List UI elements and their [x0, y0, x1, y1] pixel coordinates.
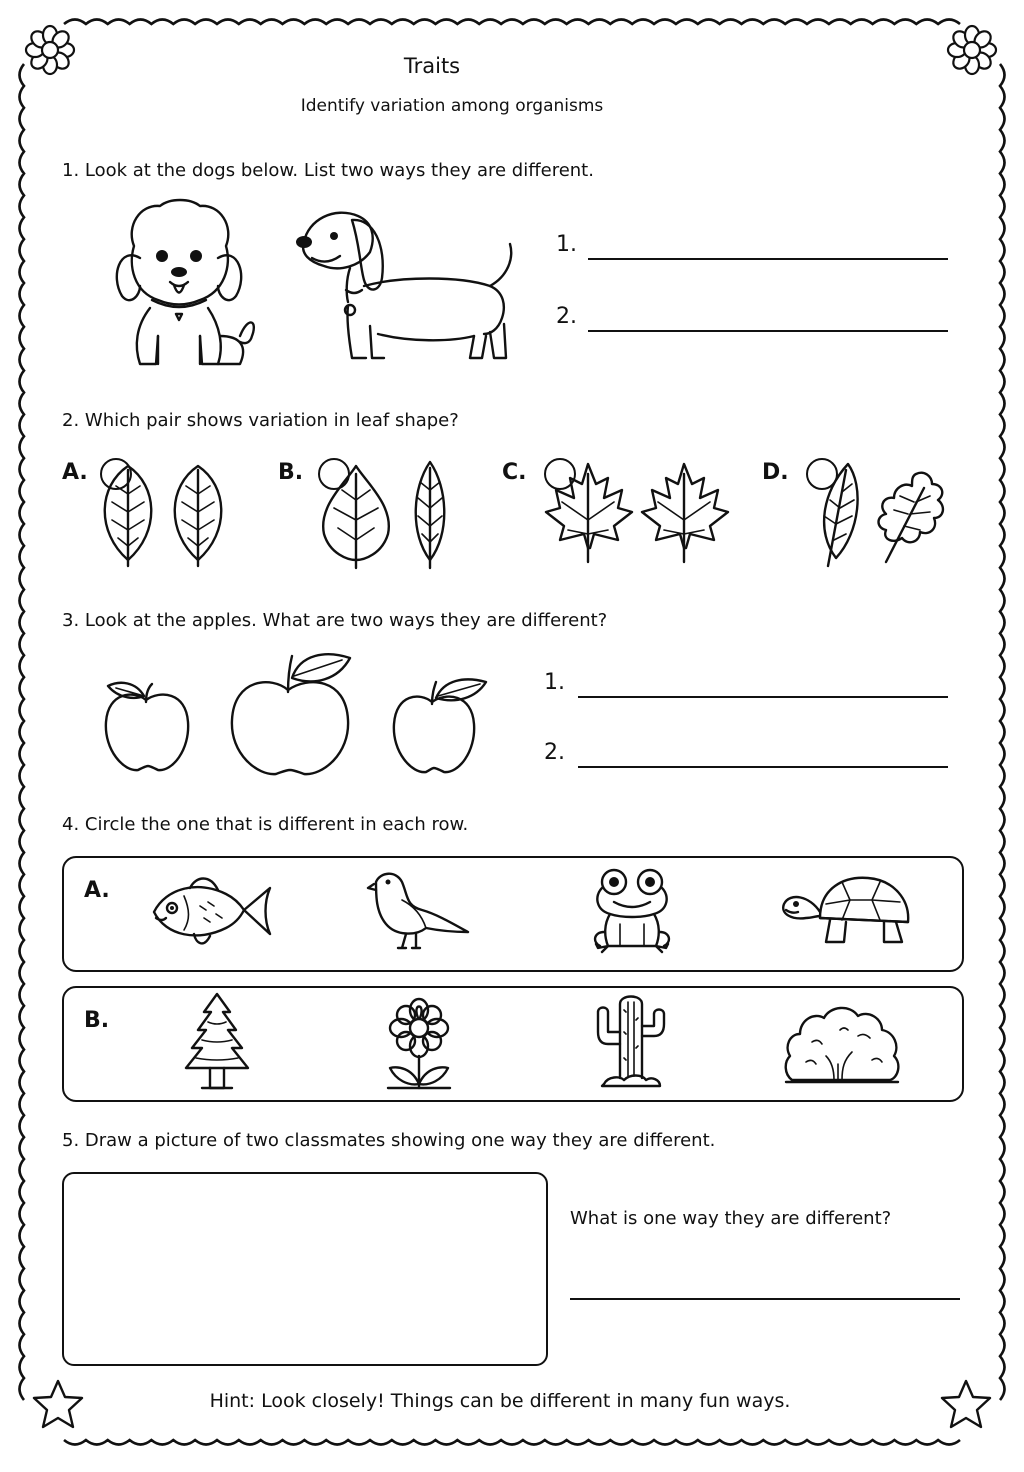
- question-5-follow-up: What is one way they are different?: [570, 1208, 892, 1229]
- q1-answer-line-2[interactable]: [588, 330, 948, 332]
- q3-blank-label: 1.: [544, 670, 565, 695]
- poodle-icon: [100, 196, 260, 371]
- bush-icon[interactable]: [782, 1000, 902, 1086]
- option-b-label: B.: [278, 460, 304, 485]
- q5-answer-line[interactable]: [570, 1298, 960, 1300]
- small-apple-icon: [392, 676, 488, 776]
- question-2-prompt: 2. Which pair shows variation in leaf shape?: [62, 410, 459, 431]
- maple-leaf-pair-icon: [542, 460, 752, 570]
- leaf-pair-b-icon: [318, 460, 458, 570]
- q1-blank-label: 2.: [556, 304, 577, 329]
- q1-blank-label: 1.: [556, 232, 577, 257]
- question-5-prompt: 5. Draw a picture of two classmates showing one way they are different.: [62, 1130, 716, 1151]
- pine-tree-icon[interactable]: [184, 992, 250, 1092]
- fish-icon[interactable]: [150, 870, 276, 950]
- corner-flower-icon: [948, 26, 996, 74]
- option-d-label: D.: [762, 460, 789, 485]
- question-3-prompt: 3. Look at the apples. What are two ways they are different?: [62, 610, 608, 631]
- frog-icon[interactable]: [590, 866, 674, 954]
- q3-blank-label: 2.: [544, 740, 565, 765]
- row-b-label: B.: [84, 1008, 110, 1033]
- turtle-icon[interactable]: [780, 872, 912, 948]
- page-subtitle: Identify variation among organisms: [300, 96, 604, 116]
- large-apple-icon: [230, 650, 354, 778]
- small-apple-icon: [104, 678, 190, 774]
- oval-leaf-icon: [96, 460, 236, 570]
- page-title: Traits: [403, 54, 461, 78]
- dachshund-icon: [290, 206, 530, 371]
- question-1-prompt: 1. Look at the dogs below. List two ways they are different.: [62, 160, 594, 181]
- row-a-label: A.: [84, 878, 110, 903]
- option-c-label: C.: [502, 460, 527, 485]
- q1-answer-line-1[interactable]: [588, 258, 948, 260]
- q3-answer-line-2[interactable]: [578, 766, 948, 768]
- bird-icon[interactable]: [366, 866, 472, 954]
- flower-icon[interactable]: [384, 998, 454, 1092]
- leaf-pair-d-icon: [806, 462, 956, 572]
- cactus-icon[interactable]: [594, 992, 670, 1090]
- q3-answer-line-1[interactable]: [578, 696, 948, 698]
- hint-text: Hint: Look closely! Things can be different in many fun ways.: [209, 1390, 791, 1412]
- option-a-label: A.: [62, 460, 88, 485]
- question-4-prompt: 4. Circle the one that is different in each row.: [62, 814, 469, 835]
- drawing-box[interactable]: [62, 1172, 548, 1366]
